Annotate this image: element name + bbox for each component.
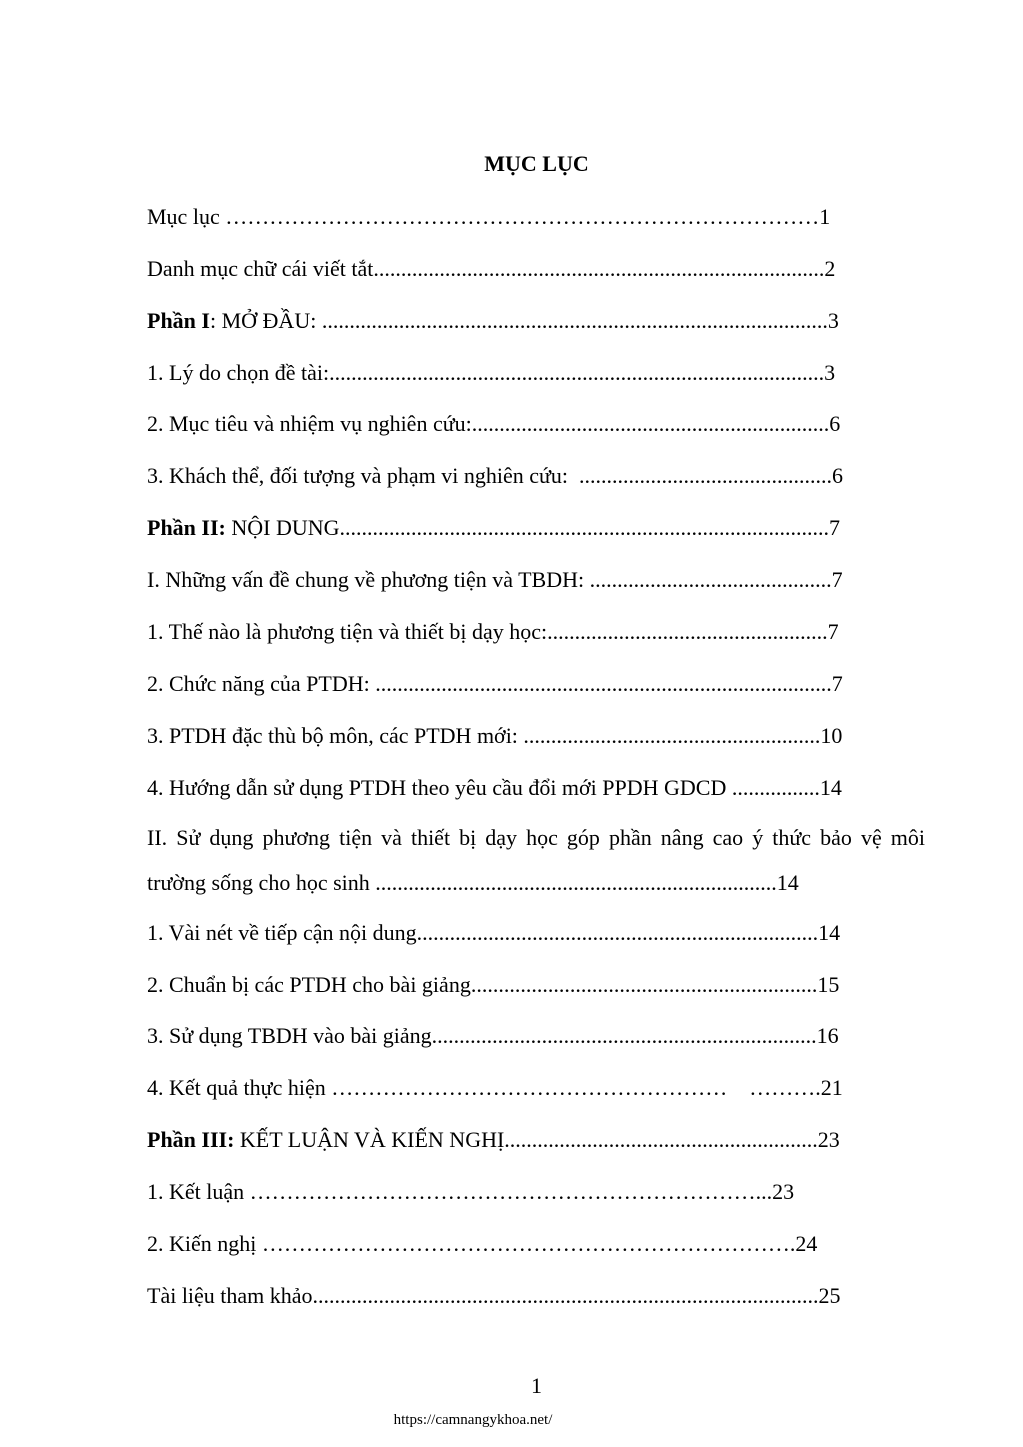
toc-entry-su-dung: 3. Sử dụng TBDH vào bài giảng......................................................................16	[147, 1023, 839, 1048]
toc-entry-danh-muc: Danh mục chữ cái viết tắt..................................................................................2	[147, 256, 836, 281]
toc-entry-phan-iii: Phần III: KẾT LUẬN VÀ KIẾN NGHỊ.........................................................23	[147, 1127, 840, 1152]
page-number: 1	[531, 1373, 542, 1398]
footer-url[interactable]: https://camnangykhoa.net/	[393, 1412, 553, 1428]
toc-entry-vai-net: 1. Vài nét về tiếp cận nội dung.........................................................................14	[147, 920, 841, 945]
toc-entry-phan-ii: Phần II: NỘI DUNG.........................................................................................7	[147, 515, 841, 540]
toc-entry-tai-lieu: Tài liệu tham khảo............................................................................................25	[147, 1283, 841, 1308]
toc-entry-kien-nghi: 2. Kiến nghị ……………………………………………………………….24	[147, 1231, 818, 1256]
toc-entry-ptdh-dac-thu: 3. PTDH đặc thù bộ môn, các PTDH mới: ......................................................10	[147, 723, 843, 748]
toc-entry-muc-tieu: 2. Mục tiêu và nhiệm vụ nghiên cứu:.................................................................6	[147, 411, 841, 436]
toc-entry-muc-luc: Mục lục ………………………………………………………………………1	[147, 204, 831, 229]
toc-entry-ly-do: 1. Lý do chọn đề tài:..........................................................................................3	[147, 360, 836, 385]
toc-entry-huong-dan: 4. Hướng dẫn sử dụng PTDH theo yêu cầu đổi mới PPDH GDCD ................14	[147, 775, 842, 800]
toc-entry-ket-luan: 1. Kết luận ……………………………………………………………...23	[147, 1179, 795, 1204]
toc-entry-section-ii: II. Sử dụng phương tiện và thiết bị dạy học góp phần nâng cao ý thức bảo vệ môi trường sống cho học sinh .........................................................................14	[147, 825, 925, 895]
toc-entry-chuc-nang: 2. Chức năng của PTDH: ...................................................................................7	[147, 671, 843, 696]
toc-entry-the-nao: 1. Thế nào là phương tiện và thiết bị dạy học:...................................................7	[147, 619, 839, 644]
toc-entry-nhung-van-de: I. Những vấn đề chung về phương tiện và TBDH: ............................................7	[147, 567, 843, 592]
toc-entry-phan-i: Phần I: MỞ ĐẦU: ............................................................................................3	[147, 308, 839, 333]
toc-entry-chuan-bi: 2. Chuẩn bị các PTDH cho bài giảng...............................................................15	[147, 972, 840, 997]
toc-title: MỤC LỤC	[484, 151, 589, 176]
toc-entry-khach-the: 3. Khách thể, đối tượng và phạm vi nghiên cứu: ..............................................6	[147, 463, 844, 488]
toc-entry-ket-qua: 4. Kết quả thực hiện ……………………………………………… ……….21	[147, 1075, 843, 1100]
